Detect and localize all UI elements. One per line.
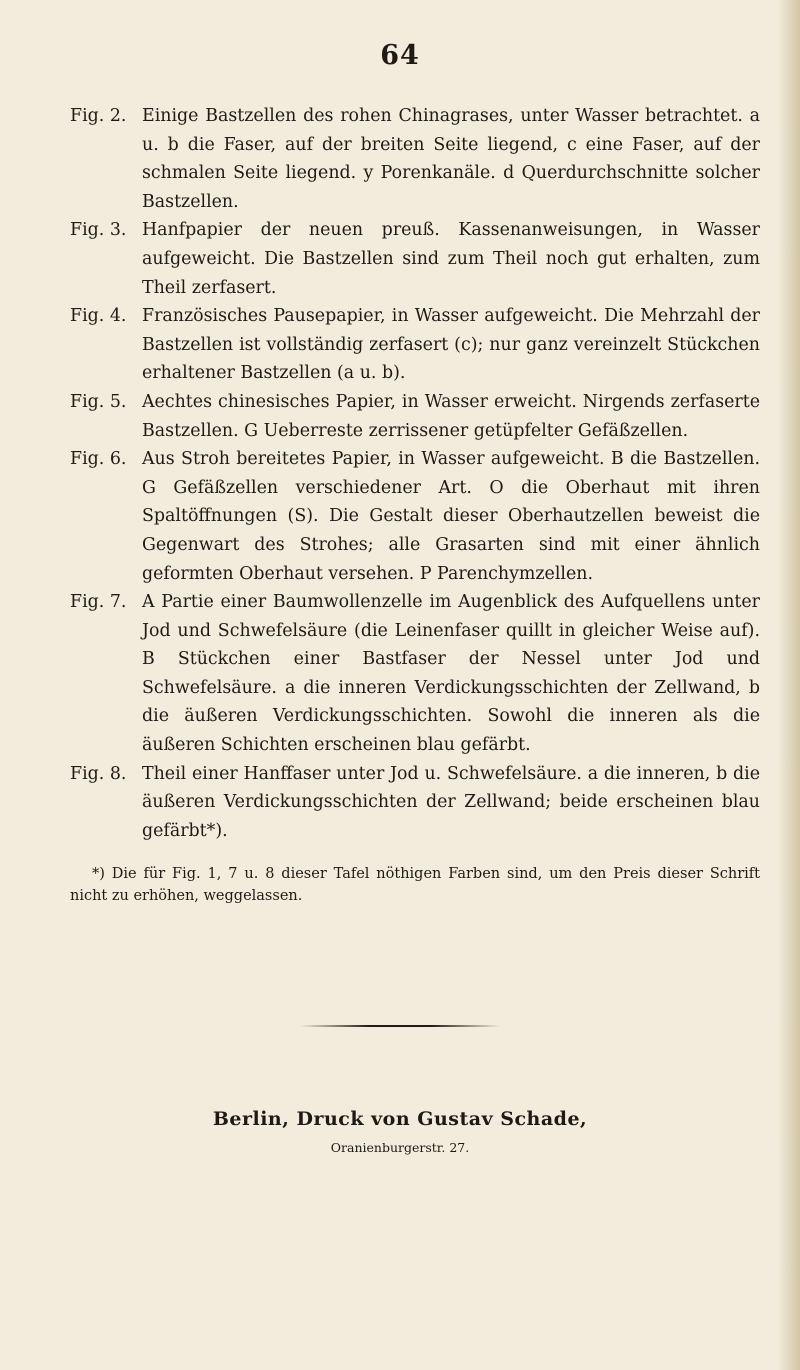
- figure-text: Hanfpapier der neuen preuß. Kassenanweisungen, in Wasser aufgeweicht. Die Bastzellen sind zum Theil noch gut erhalten, zum Theil zerfasert.: [142, 220, 760, 298]
- footnote: *) Die für Fig. 1, 7 u. 8 dieser Tafel nöthigen Farben sind, um den Preis dieser Schrift nicht zu erhöhen, weggelassen.: [70, 866, 760, 905]
- printer-address: Oranienburgerstr. 27.: [330, 1140, 470, 1155]
- figure-caption-7: [70, 588, 760, 760]
- figure-label: Fig. 6.: [70, 449, 127, 470]
- page-number: 64: [380, 40, 420, 71]
- figure-text: A Partie einer Baumwollenzelle im Augenblick des Aufquellens unter Jod und Schwefelsäure (die Leinenfaser quillt in gleicher Weise auf). B Stückchen einer Bastfaser der Nessel unter Jod und Schwefelsäure. a die inneren Verdickungsschichten der Zellwand, b die äußeren Verdickungsschichten. Sowohl die inneren als die äußeren Schichten erscheinen blau gefärbt.: [142, 592, 760, 756]
- figure-text: Französisches Pausepapier, in Wasser aufgeweicht. Die Mehrzahl der Bastzellen ist vollständig zerfasert (c); nur ganz vereinzelt Stückchen erhaltener Bastzellen (a u. b).: [142, 306, 760, 384]
- figure-captions: [70, 102, 760, 907]
- figure-label: Fig. 2.: [70, 106, 127, 126]
- figure-caption-2: [70, 102, 760, 216]
- page-edge-shadow: [778, 0, 800, 1370]
- divider-rule: [300, 1025, 500, 1027]
- figure-caption-6: [70, 445, 760, 588]
- figure-label: Fig. 8.: [70, 763, 127, 784]
- figure-caption-4: [70, 302, 760, 388]
- figure-text: Theil einer Hanffaser unter Jod u. Schwefelsäure. a die inneren, b die äußeren Verdickungsschichten der Zellwand; beide erscheinen blau gefärbt*).: [142, 763, 760, 841]
- figure-label: Fig. 4.: [70, 306, 127, 327]
- figure-label: Fig. 7.: [70, 592, 127, 613]
- figure-caption-5: [70, 388, 760, 445]
- figure-caption-3: [70, 216, 760, 302]
- figure-text: Aus Stroh bereitetes Papier, in Wasser aufgeweicht. B die Bastzellen. G Gefäßzellen verschiedener Art. O die Oberhaut mit ihren Spaltöffnungen (S). Die Gestalt dieser Oberhautzellen beweist die Gegenwart des Strohes; alle Grasarten sind mit einer ähnlich geformten Oberhaut versehen. P Parenchymzellen.: [142, 449, 760, 584]
- figure-text: Einige Bastzellen des rohen Chinagrases, unter Wasser betrachtet. a u. b die Faser, auf der breiten Seite liegend, c eine Faser, auf der schmalen Seite liegend. y Porenkanäle. d Querdurchschnitte solcher Bastzellen.: [142, 106, 760, 212]
- figure-text: Aechtes chinesisches Papier, in Wasser erweicht. Nirgends zerfaserte Bastzellen. G Ueberreste zerrissener getüpfelter Gefäßzellen.: [142, 391, 760, 441]
- printer-imprint: Berlin, Druck von Gustav Schade,: [212, 1108, 588, 1130]
- figure-label: Fig. 5.: [70, 391, 127, 412]
- figure-caption-8: [70, 760, 760, 846]
- figure-label: Fig. 3.: [70, 220, 127, 241]
